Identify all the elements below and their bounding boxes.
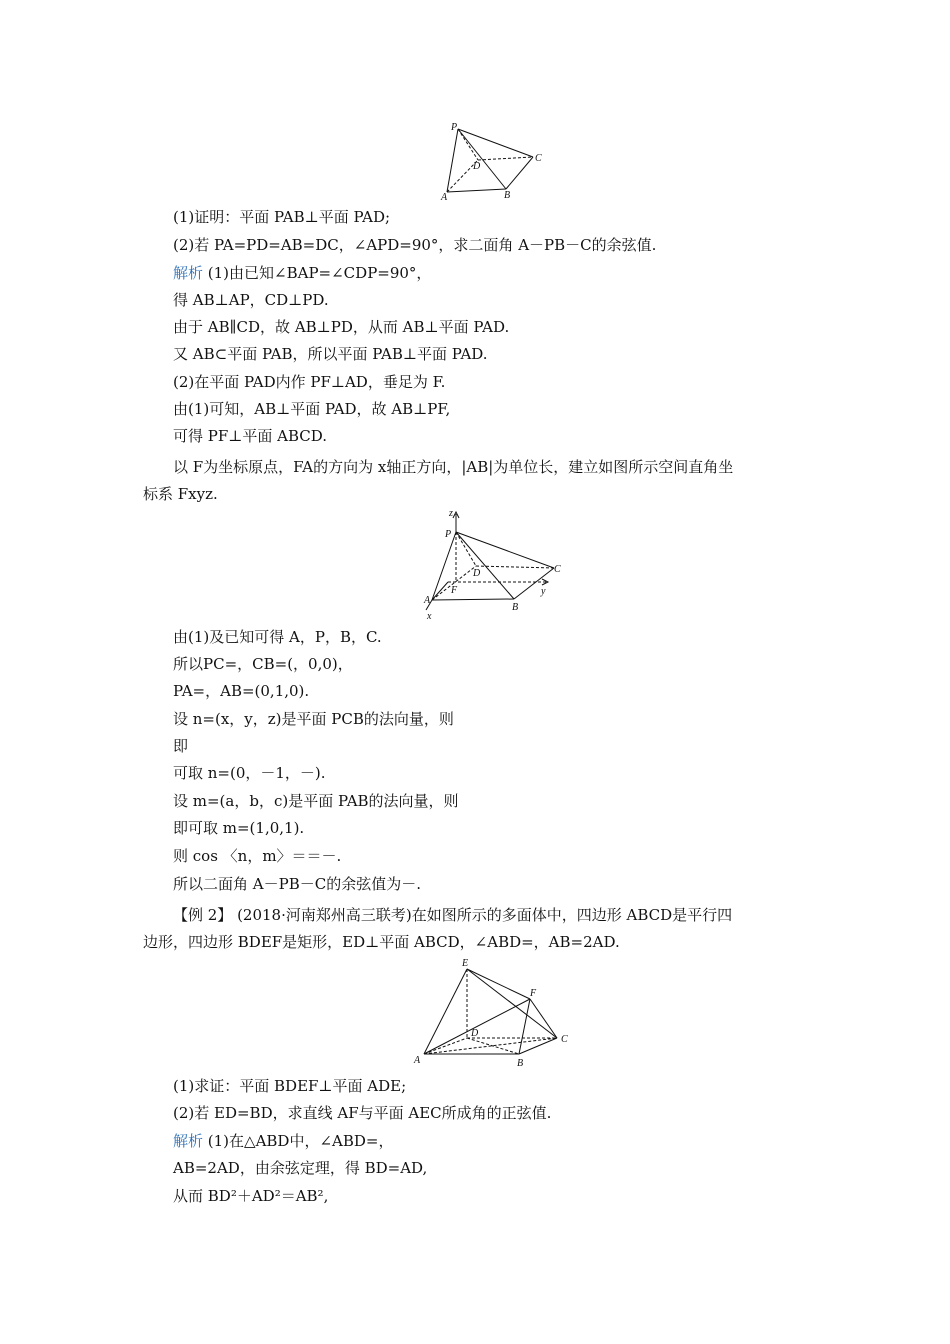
solution-line — [173, 263, 431, 283]
text-line: 边形，四边形 BDEF是矩形，ED⊥平面 ABCD，∠ABD=，AB=2AD. — [143, 933, 620, 951]
text-line: 得 AB⊥AP，CD⊥PD. — [173, 291, 329, 309]
text-line: 由(1)及已知可得 A，P，B，C. — [173, 628, 382, 646]
text-line: (2)若 ED=BD，求直线 AF与平面 AEC所成角的正弦值. — [173, 1104, 552, 1122]
solution-text: (1)由已知∠BAP=∠CDP=90°， — [203, 264, 432, 282]
text-line: 又 AB⊂平面 PAB，所以平面 PAB⊥平面 PAD. — [173, 345, 488, 363]
text-line: 可取 n=(0，－1，－). — [173, 764, 326, 782]
label-D: D — [471, 1028, 479, 1039]
example-heading: 【例 2】 (2018·河南郑州高三联考)在如图所示的多面体中，四边形 ABCD是平行四 — [173, 906, 733, 924]
text-line: (1)求证：平面 BDEF⊥平面 ADE; — [173, 1077, 407, 1095]
label-A: A — [441, 192, 448, 202]
text-line: 设 n=(x，y，z)是平面 PCB的法向量，则 — [173, 710, 454, 728]
label-P: P — [451, 122, 458, 133]
text-line: 标系 Fxyz. — [143, 485, 218, 503]
text-line: 则 cos 〈n，m〉＝＝－. — [173, 847, 342, 865]
label-C: C — [554, 564, 561, 575]
text-line: 所以二面角 A－PB－C的余弦值为－. — [173, 875, 421, 893]
label-D: D — [473, 161, 481, 172]
label-E: E — [462, 958, 469, 969]
label-P: P — [445, 529, 452, 540]
text-line: (2)若 PA=PD=AB=DC，∠APD=90°，求二面角 A－PB－C的余弦值. — [173, 236, 657, 254]
text-line: (1)证明：平面 PAB⊥平面 PAD; — [173, 208, 391, 226]
text-line: 由(1)可知，AB⊥平面 PAD，故 AB⊥PF, — [173, 400, 451, 418]
label-A: A — [424, 595, 431, 606]
text-line: 即可取 m=(1,0,1). — [173, 819, 305, 837]
solution-line — [173, 1131, 393, 1151]
label-B: B — [517, 1058, 524, 1069]
solution-text: (1)在△ABD中，∠ABD=， — [203, 1132, 394, 1150]
text-line: PA=，AB=(0,1,0). — [173, 682, 310, 700]
axis-label-x: x — [427, 611, 432, 620]
solution-tag: 解析 — [173, 264, 204, 282]
pyramid-coordinate-figure — [418, 506, 568, 620]
label-F: F — [451, 585, 458, 596]
text-line: 设 m=(a，b，c)是平面 PAB的法向量，则 — [173, 792, 459, 810]
polyhedron-figure — [412, 956, 574, 1070]
text-line: 以 F为坐标原点，FA的方向为 x轴正方向，|AB|为单位长，建立如图所示空间直角坐 — [173, 458, 734, 476]
axis-label-z: z — [449, 508, 453, 519]
text-line: 即 — [173, 737, 189, 755]
text-line: (2)在平面 PAD内作 PF⊥AD，垂足为 F. — [173, 373, 446, 391]
text-line: AB=2AD，由余弦定理，得 BD=AD, — [173, 1159, 428, 1177]
label-D: D — [473, 568, 481, 579]
label-C: C — [535, 153, 542, 164]
label-C: C — [561, 1034, 568, 1045]
label-B: B — [504, 190, 511, 201]
label-A: A — [414, 1055, 421, 1066]
text-line: 由于 AB∥CD，故 AB⊥PD，从而 AB⊥平面 PAD. — [173, 318, 510, 336]
solution-tag: 解析 — [173, 1132, 204, 1150]
text-line: 可得 PF⊥平面 ABCD. — [173, 427, 328, 445]
label-F: F — [530, 988, 537, 999]
label-B: B — [512, 602, 519, 613]
text-line: 从而 BD²＋AD²＝AB², — [173, 1187, 329, 1205]
text-line: 所以PC=，CB=(，0,0)， — [173, 655, 353, 673]
pyramid-figure-1 — [438, 120, 548, 202]
axis-label-y: y — [541, 586, 546, 597]
